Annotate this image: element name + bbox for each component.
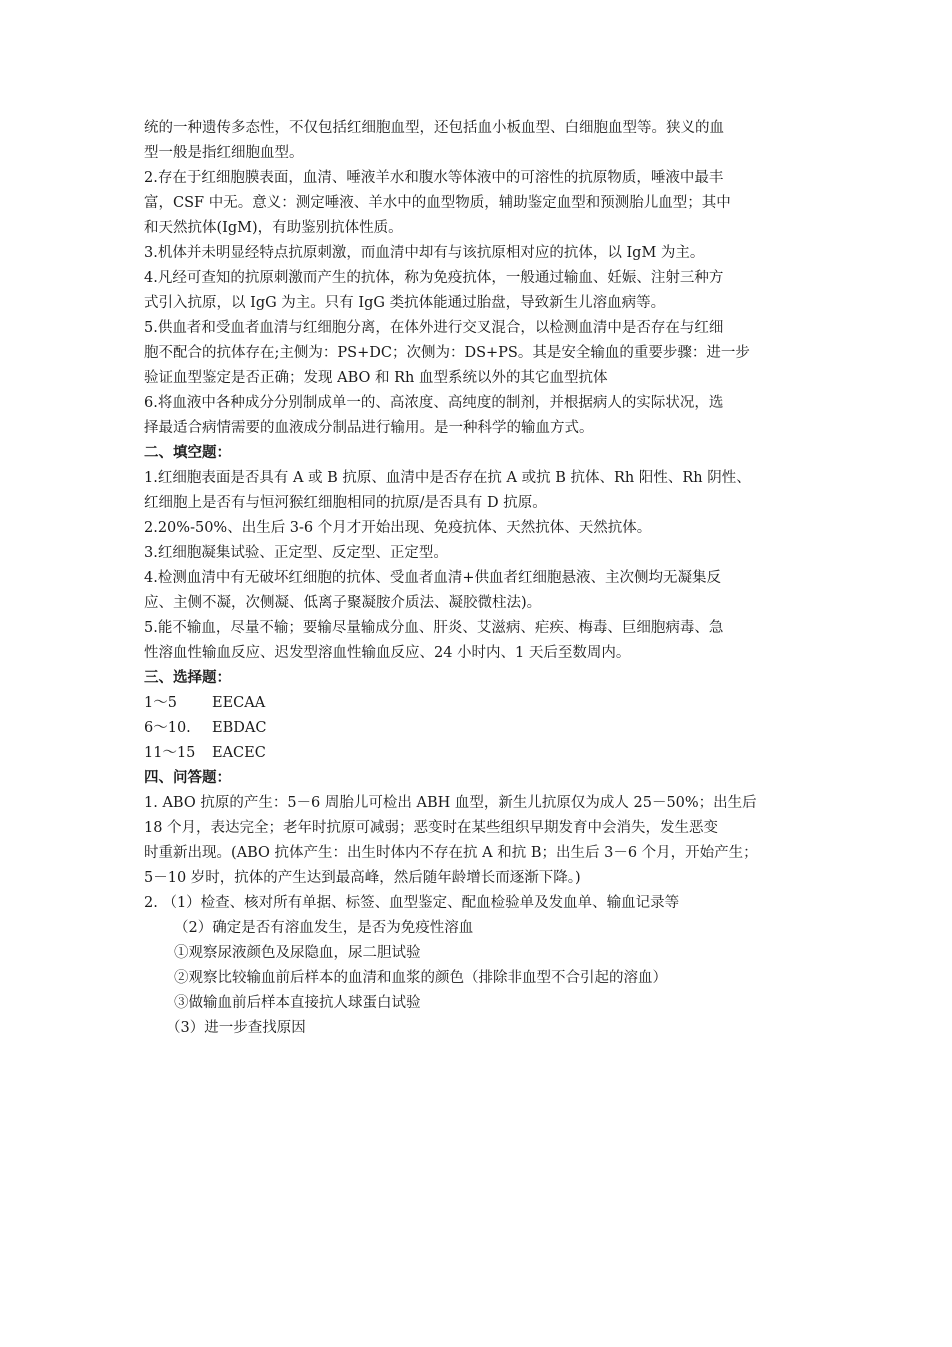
choice-answers: EECAA: [212, 695, 266, 711]
text-line: 1. ABO 抗原的产生：5－6 周胎儿可检出 ABH 血型，新生儿抗原仅为成人 25－50%；出生后: [144, 795, 757, 811]
text-line: 择最适合病情需要的血液成分制品进行输用。是一种科学的输血方式。: [144, 420, 594, 436]
text-line: 4.检测血清中有无破坏红细胞的抗体、受血者血清+供血者红细胞悬液、主次侧均无凝集反: [144, 570, 721, 586]
choice-range: 1～5: [144, 695, 177, 711]
text-line-indented: （2）确定是否有溶血发生，是否为免疫性溶血: [174, 920, 474, 936]
document-body: [144, 116, 812, 1041]
choice-answers: EBDAC: [212, 720, 267, 736]
text-line: 3.机体并未明显经特点抗原刺激，而血清中却有与该抗原相对应的抗体，以 IgM 为主。: [144, 245, 705, 261]
text-line: 3.红细胞凝集试验、正定型、反定型、正定型。: [144, 545, 448, 561]
section-heading-choice: 三、选择题：: [144, 670, 231, 686]
text-line: 胞不配合的抗体存在;主侧为：PS+DC；次侧为：DS+PS。其是安全输血的重要步骤：进一步: [144, 345, 750, 361]
text-line: 验证血型鉴定是否正确；发现 ABO 和 Rh 血型系统以外的其它血型抗体: [144, 370, 608, 386]
text-line: 式引入抗原，以 IgG 为主。只有 IgG 类抗体能通过胎盘，导致新生儿溶血病等。: [144, 295, 666, 311]
text-line-indented: ③做输血前后样本直接抗人球蛋白试验: [174, 995, 421, 1011]
text-line: 1.红细胞表面是否具有 A 或 B 抗原、血清中是否存在抗 A 或抗 B 抗体、Rh 阳性、Rh 阴性、: [144, 470, 751, 486]
text-line: 应、主侧不凝，次侧凝、低离子聚凝胺介质法、凝胶微柱法)。: [144, 595, 542, 611]
choice-answer-row: [144, 716, 812, 741]
choice-answers: EACEC: [212, 745, 266, 761]
text-line: 红细胞上是否有与恒河猴红细胞相同的抗原/是否具有 D 抗原。: [144, 495, 547, 511]
choice-range: 11～15: [144, 745, 196, 761]
text-line: 4.凡经可查知的抗原刺激而产生的抗体，称为免疫抗体，一般通过输血、妊娠、注射三种方: [144, 270, 724, 286]
text-line: 18 个月，表达完全；老年时抗原可减弱；恶变时在某些组织早期发育中会消失，发生恶变: [144, 820, 719, 836]
text-line-indented: ①观察尿液颜色及尿隐血，尿二胆试验: [174, 945, 421, 961]
text-line: 6.将血液中各种成分分别制成单一的、高浓度、高纯度的制剂，并根据病人的实际状况，选: [144, 395, 724, 411]
text-line: 2.存在于红细胞膜表面，血清、唾液羊水和腹水等体液中的可溶性的抗原物质，唾液中最丰: [144, 170, 724, 186]
text-line: 5.供血者和受血者血清与红细胞分离，在体外进行交叉混合，以检测血清中是否存在与红细: [144, 320, 724, 336]
text-line: 性溶血性输血反应、迟发型溶血性输血反应、24 小时内、1 天后至数周内。: [144, 645, 631, 661]
text-line: 5.能不输血，尽量不输；要输尽量输成分血、肝炎、艾滋病、疟疾、梅毒、巨细胞病毒、急: [144, 620, 724, 636]
text-line: 2. （1）检查、核对所有单据、标签、血型鉴定、配血检验单及发血单、输血记录等: [144, 895, 680, 911]
text-line: 时重新出现。(ABO 抗体产生：出生时体内不存在抗 A 和抗 B；出生后 3－6 个月，开始产生；: [144, 845, 758, 861]
text-line-indented: （3）进一步查找原因: [166, 1020, 306, 1036]
text-line: 型一般是指红细胞血型。: [144, 145, 304, 161]
text-line: 富，CSF 中无。意义：测定唾液、羊水中的血型物质，辅助鉴定血型和预测胎儿血型；其中: [144, 195, 731, 211]
choice-answer-row: [144, 691, 812, 716]
section-heading-fill-in: 二、填空题：: [144, 445, 231, 461]
text-line: 2.20%-50%、出生后 3-6 个月才开始出现、免疫抗体、天然抗体、天然抗体。: [144, 520, 652, 536]
choice-range: 6～10.: [144, 720, 191, 736]
text-line-indented: ②观察比较输血前后样本的血清和血浆的颜色（排除非血型不合引起的溶血）: [174, 970, 667, 986]
text-line: 和天然抗体(IgM)，有助鉴别抗体性质。: [144, 220, 403, 236]
choice-answer-row: [144, 741, 812, 766]
text-line: 5－10 岁时，抗体的产生达到最高峰，然后随年龄增长而逐渐下降。): [144, 870, 581, 886]
text-line: 统的一种遗传多态性，不仅包括红细胞血型，还包括血小板血型、白细胞血型等。狭义的血: [144, 120, 724, 136]
section-heading-qa: 四、问答题：: [144, 770, 231, 786]
